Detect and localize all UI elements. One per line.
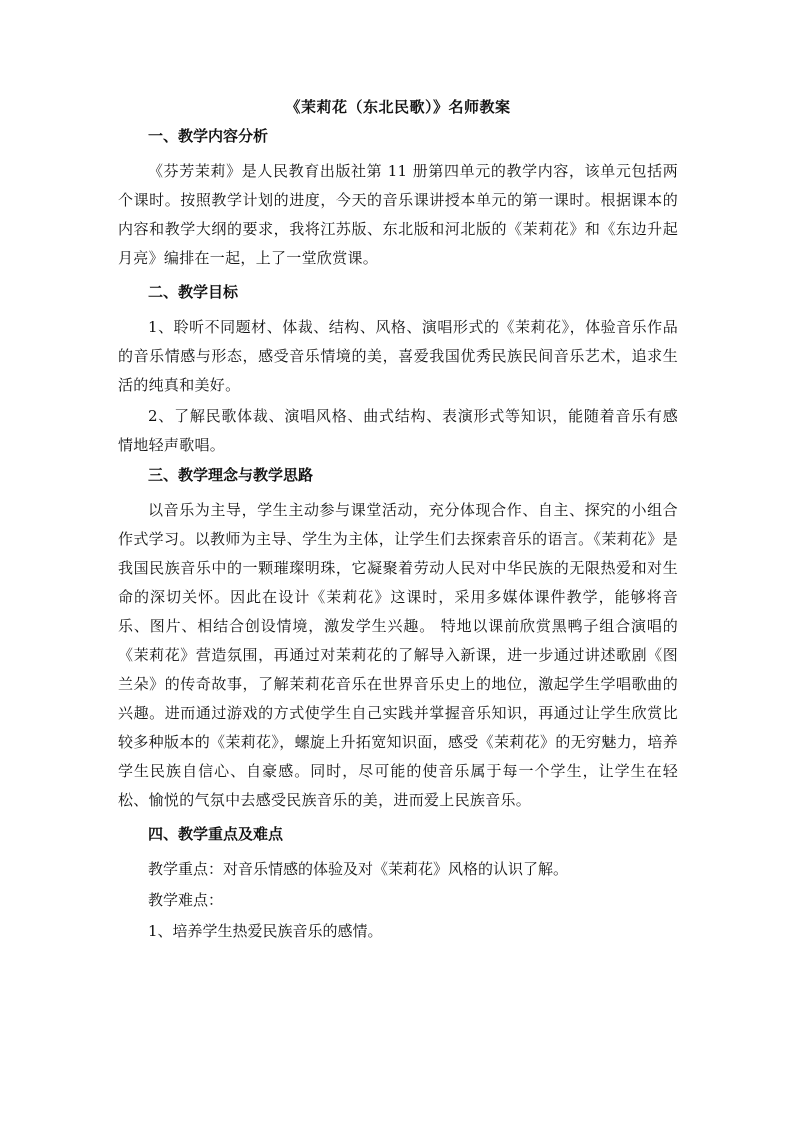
section-content-analysis — [118, 125, 678, 273]
section-heading: 四、教学重点及难点 — [148, 825, 284, 843]
section-heading: 二、教学目标 — [148, 283, 239, 301]
paragraph: 1、聆听不同题材、体裁、结构、风格、演唱形式的《茉莉花》，体验音乐作品的音乐情感与形态，感受音乐情境的美，喜爱我国优秀民族民间音乐艺术，追求生活的纯真和美好。 — [118, 318, 678, 394]
document-page — [118, 96, 678, 948]
paragraph: 2、了解民歌体裁、演唱风格、曲式结构、表演形式等知识，能随着音乐有感情地轻声歌唱。 — [118, 407, 678, 454]
text-line: 1、培养学生热爱民族音乐的感情。 — [148, 922, 383, 940]
section-key-points — [118, 823, 678, 946]
section-heading: 三、教学理念与教学思路 — [148, 466, 314, 484]
section-teaching-concept — [118, 464, 678, 815]
text-line: 教学重点：对音乐情感的体验及对《茉莉花》风格的认识了解。 — [148, 860, 569, 878]
section-heading: 一、教学内容分析 — [148, 127, 269, 145]
document-title: 《茉莉花（东北民歌）》名师教案 — [285, 98, 511, 116]
paragraph: 以音乐为主导，学生主动参与课堂活动，充分体现合作、自主、探究的小组合作式学习。以教师为主导、学生为主体，让学生们去探索音乐的语言。《茉莉花》是我国民族音乐中的一颗璀璨明珠，它凝聚着劳动人民对中华民族的无限热爱和对生命的深切关怀。因此在设计《茉莉花》这课时，采用多媒体课件教学，能够将音乐、图片、相结合创设情境，激发学生兴趣。 特地以课前欣赏黑鸭子组合演唱的《茉莉花》营造氛围，再通过对茉莉花的了解导入新课，进一步通过讲述歌剧《图兰朵》的传奇故事，了解茉莉花音乐在世界音乐史上的地位，激起学生学唱歌曲的兴趣。进而通过游戏的方式使学生自己实践并掌握音乐知识，再通过让学生欣赏比较多种版本的《茉莉花》，螺旋上升拓宽知识面，感受《茉莉花》的无穷魅力，培养学生民族自信心、自豪感。同时，尽可能的使音乐属于每一个学生，让学生在轻松、愉悦的气氛中去感受民族音乐的美，进而爱上民族音乐。 — [118, 501, 678, 809]
paragraph: 《芬芳茉莉》是人民教育出版社第 11 册第四单元的教学内容，该单元包括两个课时。按照教学计划的进度，今天的音乐课讲授本单元的第一课时。根据课本的内容和教学大纲的要求，我将江苏版、东北版和河北版的《茉莉花》和《东边升起月亮》编排在一起，上了一堂欣赏课。 — [118, 162, 678, 267]
text-line: 教学难点： — [148, 891, 224, 909]
section-teaching-goals — [118, 281, 678, 460]
